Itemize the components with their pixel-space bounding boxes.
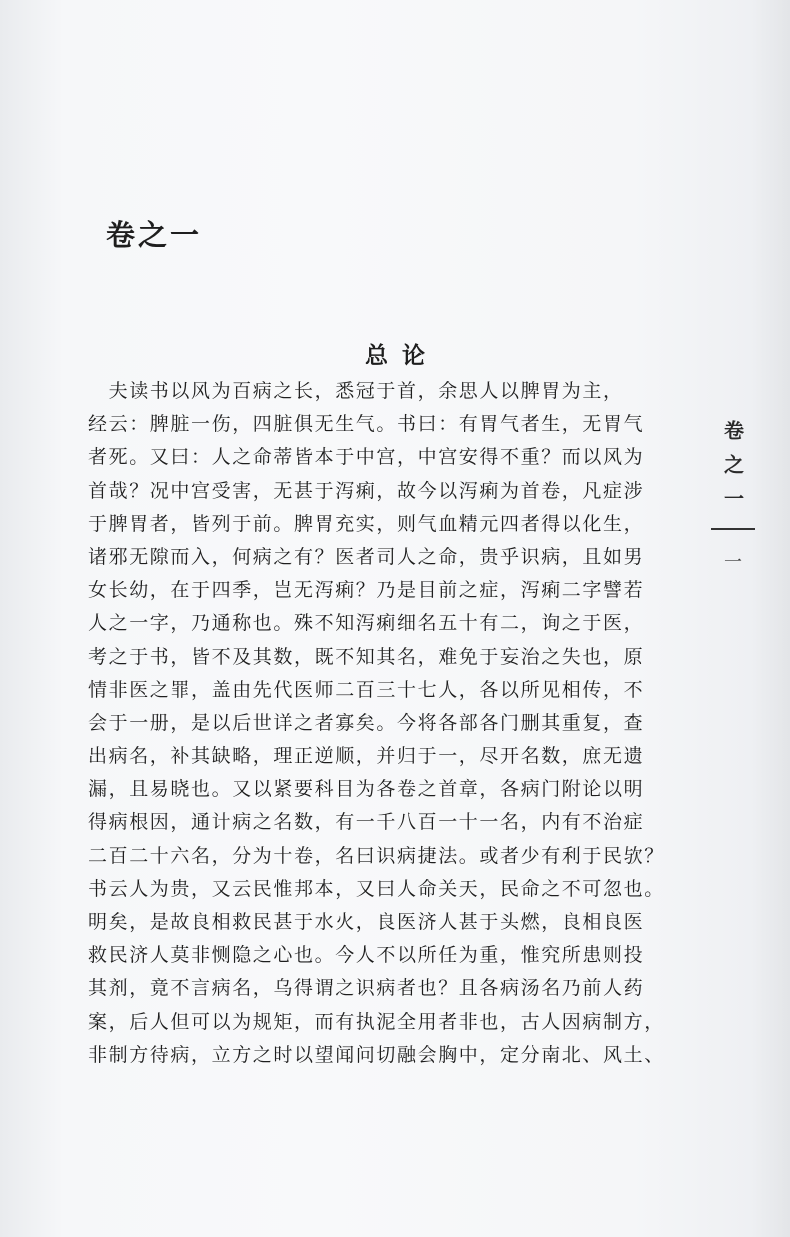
body-line: 夫读书以风为百病之长，悉冠于首，余思人以脾胃为主， — [88, 380, 624, 402]
body-line: 首哉？况中宫受害，无甚于泻痢，故今以泻痢为首卷，凡症涉 — [88, 479, 645, 502]
body-line: 者死。又曰：人之命蒂皆本于中宫，中宫安得不重？而以风为 — [88, 446, 645, 469]
page-margin — [713, 420, 753, 574]
body-line: 漏，且易晓也。又以紧要科目为各卷之首章，各病门附论以明 — [88, 778, 645, 801]
body-line: 情非医之罪，盖由先代医师二百三十七人，各以所见相传，不 — [88, 678, 645, 701]
section-title: 总论 — [365, 342, 439, 369]
page-number: 一 — [724, 552, 742, 573]
body-line: 救民济人莫非恻隐之心也。今人不以所任为重，惟究所患则投 — [88, 944, 645, 967]
body-line: 人之一字，乃通称也。殊不知泻痢细名五十有二，询之于医， — [88, 612, 645, 635]
body-line: 明矣，是故良相救民甚于水火，良医济人甚于头燃，良相良医 — [88, 911, 645, 933]
body-line: 考之于书，皆不及其数，既不知其名，难免于妄治之失也，原 — [88, 645, 645, 668]
body-line: 诸邪无隙而入，何病之有？医者司人之命，贵乎识病，且如男 — [88, 545, 645, 568]
body-line: 书云人为贵，又云民惟邦本，又曰人命关天，民命之不可忽也。 — [88, 877, 665, 900]
running-head: 卷之一 — [720, 420, 745, 522]
body-line: 出病名，补其缺略，理正逆顺，并归于一，尽开名数，庶无遗 — [88, 745, 645, 768]
body-text — [88, 375, 678, 1072]
body-line: 于脾胃者，皆列于前。脾胃充实，则气血精元四者得以化生， — [88, 512, 645, 535]
body-line: 其剂，竟不言病名，乌得谓之识病者也？且各病汤名乃前人药 — [88, 977, 645, 1000]
body-line: 女长幼，在于四季，岂无泻痢？乃是目前之症，泻痢二字譬若 — [88, 579, 645, 602]
body-line: 得病根因，通计病之名数，有一千八百一十一名，内有不治症 — [88, 811, 645, 834]
body-line: 会于一册，是以后世详之者寡矣。今将各部各门删其重复，查 — [88, 711, 645, 734]
running-head-rule — [711, 528, 755, 530]
body-line: 二百二十六名，分为十卷，名曰识病捷法。或者少有利于民欤？ — [88, 844, 665, 867]
body-line: 非制方待病，立方之时以望闻问切融会胸中，定分南北、风土、 — [88, 1043, 665, 1066]
page-edge-shadow — [750, 0, 790, 1237]
chapter-title: 卷之一 — [106, 218, 203, 252]
body-line: 案，后人但可以为规矩，而有执泥全用者非也，古人因病制方， — [88, 1010, 665, 1033]
body-line: 经云：脾脏一伤，四脏俱无生气。书曰：有胃气者生，无胃气 — [88, 413, 645, 436]
